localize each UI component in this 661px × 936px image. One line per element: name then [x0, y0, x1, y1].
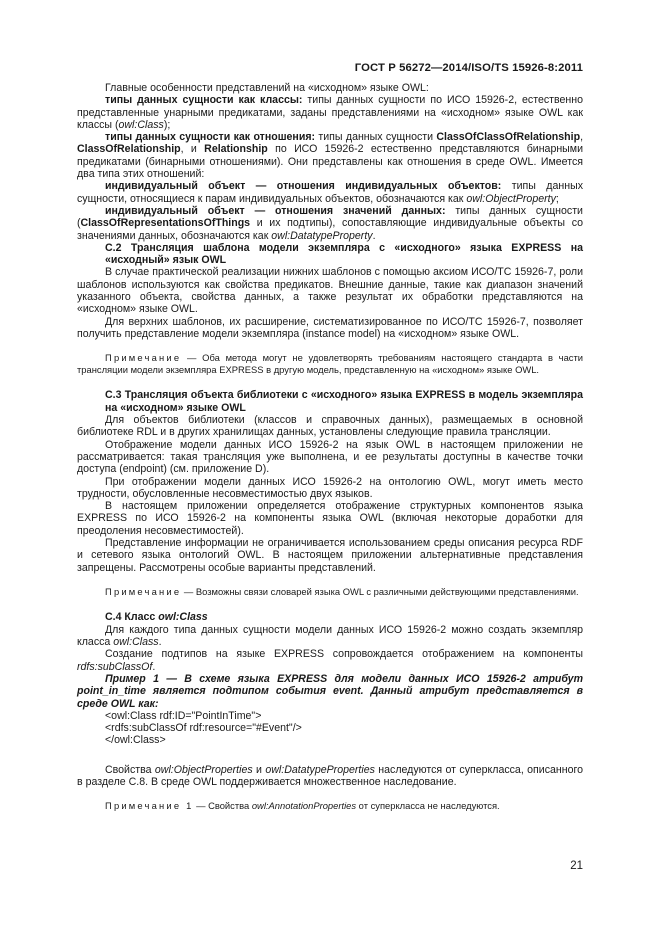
paragraph: Главные особенности представлений на «исходном» языке OWL:	[105, 82, 429, 94]
paragraph: Свойства owl:ObjectProperties и owl:DatatypeProperties наследуются от суперкласса, описанного в разделе С.8. В среде OWL поддерживается множественное наследование.	[77, 763, 583, 789]
paragraph: Для объектов библиотеки (классов и справочных данных), размещаемых в основной библиотеке RDL и в других хранилищах данных, установлены следующие правила трансляции.	[77, 414, 583, 439]
paragraph: типы данных сущности как отношения: типы данных сущности ClassOfClassOfRelationship, ClassOfRelationship, и Relationship по ИСО 15926-2 естественно представляются бинарными предикатами (бинарными отношениями). Они представлены как отношения в среде OWL. Имеется два типа этих отношений:	[77, 131, 584, 181]
code-line: <rdfs:subClassOf rdf:resource="#Event"/>	[105, 722, 302, 735]
paragraph: Представление информации не ограничивается использованием среды описания ресурса RDF и сетевого языка онтологий OWL. В настоящем приложении альтернативные представления запрещены. Рассмотрены особые варианты представлений.	[77, 536, 583, 574]
standard-header: ГОСТ Р 56272—2014/ISO/TS 15926-8:2011	[354, 62, 583, 74]
section-heading-c4: С.4 Класс owl:Class	[105, 611, 208, 624]
section-heading-c3: С.3 Трансляция объекта библиотеки с «исходного» языка EXPRESS в модель экземпляра на «исходном» языке OWL	[105, 389, 583, 414]
paragraph: типы данных сущности как классы: типы данных сущности по ИСО 15926-2, естественно представленные унарными предикатами, заданы представлениями на «исходном» языке OWL как классы (owl:Class);	[77, 94, 583, 131]
paragraph: индивидуальный объект — отношения значений данных: типы данных сущности (ClassOfRepresentationsOfThings и их подтипы), сопоставляющие индивидуальные объекты со значениями данных, обозначаются как owl:DatatypeProperty.	[77, 204, 583, 242]
example: Пример 1 — В схеме языка EXPRESS для модели данных ИСО 15926-2 атрибут point_in_time является подтипом события event. Данный атрибут представляется в среде OWL как:	[77, 672, 583, 710]
note: Примечание — Оба метода могут не удовлетворять требованиям настоящего стандарта в части трансляции модели экземпляра EXPRESS в другую модель, представленную на «исходном» языке OWL.	[77, 352, 583, 375]
paragraph: В настоящем приложении определяется отображение структурных компонентов языка EXPRESS по ИСО 15926-2 на компоненты языка OWL (включая некоторые доработки для преодоления несовместимостей).	[77, 500, 583, 537]
section-heading-c2: С.2 Трансляция шаблона модели экземпляра с «исходного» языка EXPRESS на «исходный» язык OWL	[105, 241, 583, 267]
paragraph: Для каждого типа данных сущности модели данных ИСО 15926-2 можно создать экземпляр класса owl:Class.	[77, 623, 583, 649]
page-number: 21	[570, 860, 583, 872]
code-line: </owl:Class>	[105, 734, 166, 747]
paragraph: индивидуальный объект — отношения индивидуальных объектов: типы данных сущности, относящиеся к парам индивидуальных объектов, обозначаются как owl:ObjectProperty;	[77, 180, 583, 205]
paragraph: Отображение модели данных ИСО 15926-2 на язык OWL в настоящем приложении не рассматривается: такая трансляция уже выполнена, и ее результаты доступны в качестве точки доступа (endpoint) (см. приложение D).	[77, 438, 583, 476]
paragraph: Для верхних шаблонов, их расширение, систематизированное по ИСО/TC 15926-7, позволяет получить представление модели экземпляра (instance model) на «исходном» языке OWL.	[77, 315, 583, 340]
paragraph: В случае практической реализации нижних шаблонов с помощью аксиом ИСО/TC 15926-7, роли шаблонов используются как свойства предикатов. Внешние данные, такие как диапазон значений указанного объекта, свойства данных, а также результат их обработки представляются на «исходном» языке OWL.	[77, 266, 583, 316]
page-content	[77, 82, 583, 812]
paragraph: Создание подтипов на языке EXPRESS сопровождается отображением на компоненты rdfs:subClassOf.	[77, 648, 583, 673]
note: Примечание 1 — Свойства owl:AnnotationProperties от суперкласса не наследуются.	[105, 800, 500, 812]
code-line: <owl:Class rdf:ID="PointInTime">	[105, 709, 262, 722]
paragraph: При отображении модели данных ИСО 15926-2 на онтологию OWL, могут иметь место трудности, обусловленные несовместимостью двух языков.	[77, 475, 583, 500]
note: Примечание — Возможны связи словарей языка OWL с различными действующими представлениями.	[105, 585, 579, 597]
